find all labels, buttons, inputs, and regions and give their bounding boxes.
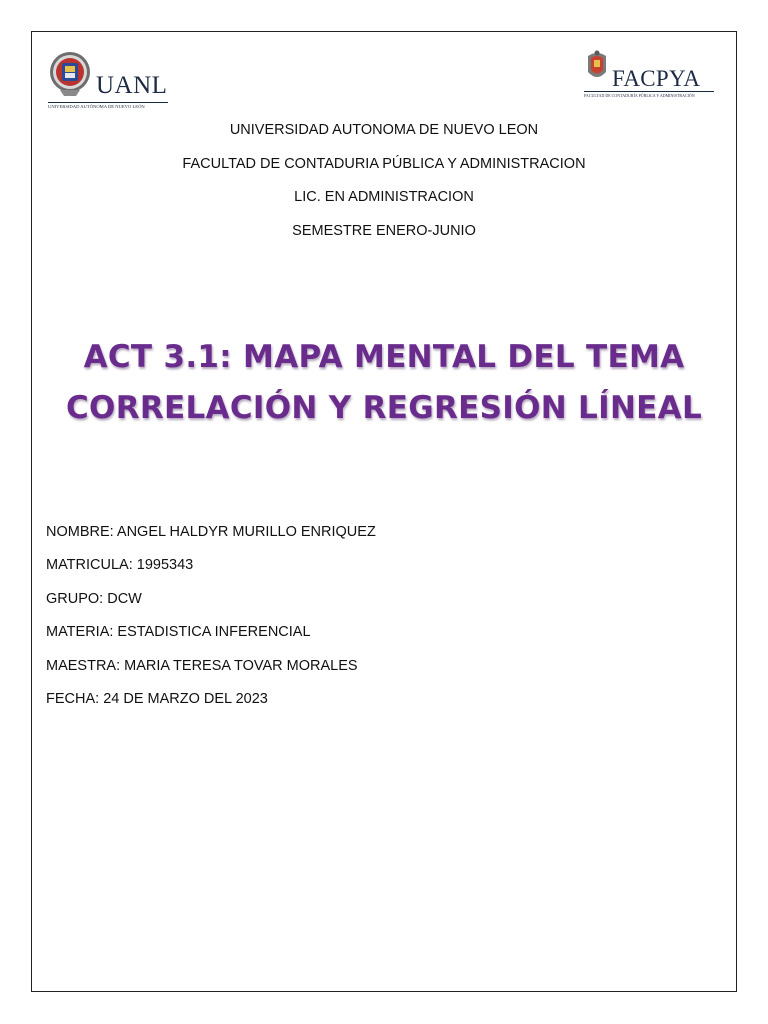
document-page xyxy=(31,31,737,992)
program-name: LIC. EN ADMINISTRACION xyxy=(294,189,474,205)
submission-date: FECHA: 24 DE MARZO DEL 2023 xyxy=(46,691,268,707)
uanl-logo xyxy=(48,50,178,112)
student-name: NOMBRE: ANGEL HALDYR MURILLO ENRIQUEZ xyxy=(46,524,376,540)
subject-name: MATERIA: ESTADISTICA INFERENCIAL xyxy=(46,624,311,640)
uanl-wordmark: UANL xyxy=(96,72,168,99)
facpya-subtitle: FACULTAD DE CONTADURÍA PÚBLICA Y ADMINISTRACIÓN xyxy=(584,93,695,98)
university-name: UNIVERSIDAD AUTONOMA DE NUEVO LEON xyxy=(229,122,539,138)
faculty-name: FACULTAD DE CONTADURIA PÚBLICA Y ADMINISTRACION xyxy=(182,156,586,172)
title-line-1: ACT 3.1: MAPA MENTAL DEL TEMA xyxy=(83,339,685,375)
uanl-rule xyxy=(48,102,168,103)
facpya-seal-icon xyxy=(584,50,610,84)
uanl-seal-icon xyxy=(48,50,92,100)
facpya-logo xyxy=(584,50,716,102)
facpya-wordmark: FACPYA xyxy=(612,66,701,91)
teacher-name: MAESTRA: MARIA TERESA TOVAR MORALES xyxy=(46,658,358,674)
semester-name: SEMESTRE ENERO-JUNIO xyxy=(292,223,476,239)
student-group: GRUPO: DCW xyxy=(46,591,142,607)
student-id: MATRICULA: 1995343 xyxy=(46,557,194,573)
uanl-subtitle: UNIVERSIDAD AUTÓNOMA DE NUEVO LEÓN xyxy=(48,104,145,109)
facpya-rule xyxy=(584,91,714,92)
title-line-2: CORRELACIÓN Y REGRESIÓN LÍNEAL xyxy=(65,390,703,426)
